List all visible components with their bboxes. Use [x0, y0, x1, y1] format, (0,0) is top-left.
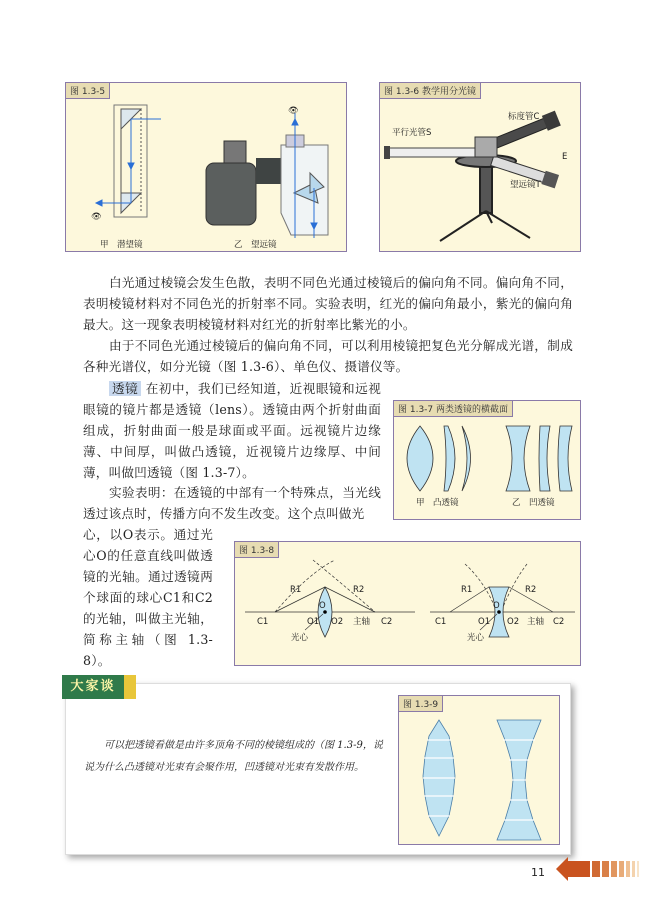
label-telescope-t: 望远镜T — [510, 180, 541, 190]
discussion-text: 可以把透镜看做是由许多顶角不同的棱镜组成的（图 1.3-9，说说为什么凸透镜对光束有会聚作用，凹透镜对光束有发散作用。 — [84, 740, 383, 773]
page-number: 11 — [531, 866, 545, 879]
label-o: O — [319, 601, 326, 611]
label-telescope: 乙 望远镜 — [234, 240, 277, 250]
paragraph-lens — [83, 378, 381, 483]
label-concave: 乙 凹透镜 — [512, 498, 555, 508]
label-r1: R1 — [290, 585, 302, 595]
figure-1-3-6 — [379, 82, 581, 252]
label-main-axis-right: 主轴 — [527, 617, 545, 627]
figure-1-3-9 — [398, 695, 560, 845]
label-r2-right: R2 — [525, 585, 537, 595]
figure-1-3-7 — [393, 400, 581, 520]
label-periscope: 甲 潜望镜 — [100, 240, 143, 250]
label-o1-right: O1 — [478, 617, 491, 627]
label-o1: O1 — [307, 617, 320, 627]
lens-cross-sections — [394, 401, 580, 519]
section-heading-lens: 透镜 — [109, 381, 141, 396]
label-main-axis: 主轴 — [353, 617, 371, 627]
label-c1: C1 — [257, 617, 269, 627]
label-o2: O2 — [331, 617, 344, 627]
eye-icon: 👁 — [91, 212, 102, 222]
label-convex: 甲 凸透镜 — [416, 498, 459, 508]
label-scale-tube: 标度管C — [508, 112, 540, 122]
label-c2-right: C2 — [553, 617, 565, 627]
figure-caption: 图 1.3-7 两类透镜的横截面 — [394, 401, 513, 417]
eye-icon-top: 👁 — [288, 106, 299, 116]
page-nav-arrow-icon[interactable] — [556, 857, 650, 881]
paragraph-optical-center-intro: 实验表明：在透镜的中部有一个特殊点，当光线透过该点时，传播方向不发生改变。这个点叫做光 — [83, 485, 381, 521]
discussion-title: 大家谈 — [62, 675, 124, 699]
label-o2-right: O2 — [507, 617, 520, 627]
figure-caption: 图 1.3-5 — [66, 83, 110, 99]
paragraph-optical-center: 心，以O表示。通过光心O的任意直线叫做透镜的光轴。通过透镜两个球面的球心C1和C2的光轴，叫做主光轴，简称主轴（图 1.3-8）。 — [83, 527, 213, 668]
paragraph-spectrometer: 由于不同色光通过棱镜后的偏向角不同，可以利用棱镜把复色光分解成光谱，制成各种光谱仪，如分光镜（图 1.3-6）、单色仪、摄谱仪等。 — [83, 338, 573, 374]
figure-caption: 图 1.3-9 — [399, 696, 443, 712]
label-o-right: O — [493, 601, 500, 611]
label-optical-center: 光心 — [291, 633, 309, 643]
label-c1-right: C1 — [435, 617, 447, 627]
figure-1-3-8 — [234, 541, 581, 666]
label-r1-right: R1 — [461, 585, 473, 595]
discussion-title-accent — [124, 675, 136, 699]
spectroscope-illustration — [380, 83, 580, 251]
label-optical-center-right: 光心 — [467, 633, 485, 643]
label-e: E — [562, 152, 568, 162]
paragraph-dispersion: 白光通过棱镜会发生色散，表明不同色光通过棱镜后的偏向角不同。偏向角不同，表明棱镜材料对不同色光的折射率不同。实验表明，红光的偏向角最小，紫光的偏向角最大。这一现象表明棱镜材料对红光的折射率比紫光的小。 — [83, 275, 573, 332]
figure-caption: 图 1.3-8 — [235, 542, 279, 558]
label-r2: R2 — [353, 585, 365, 595]
periscope-telescope-illustration — [66, 83, 346, 251]
label-collimator: 平行光管S — [392, 128, 432, 138]
principal-axis-diagrams — [235, 542, 580, 665]
figure-1-3-5 — [65, 82, 347, 252]
prism-composed-lenses — [399, 696, 559, 844]
figure-caption: 图 1.3-6 教学用分光镜 — [380, 83, 481, 99]
lens-text: 在初中，我们已经知道，近视眼镜和远视眼镜的镜片都是透镜（lens）。透镜由两个折射曲面组成，折射曲面一般是球面或平面。远视镜片边缘薄、中间厚，叫做凸透镜，近视镜片边缘厚、中间薄，叫做凹透镜（图 1.3-7）。 — [83, 381, 381, 480]
label-c2: C2 — [381, 617, 393, 627]
